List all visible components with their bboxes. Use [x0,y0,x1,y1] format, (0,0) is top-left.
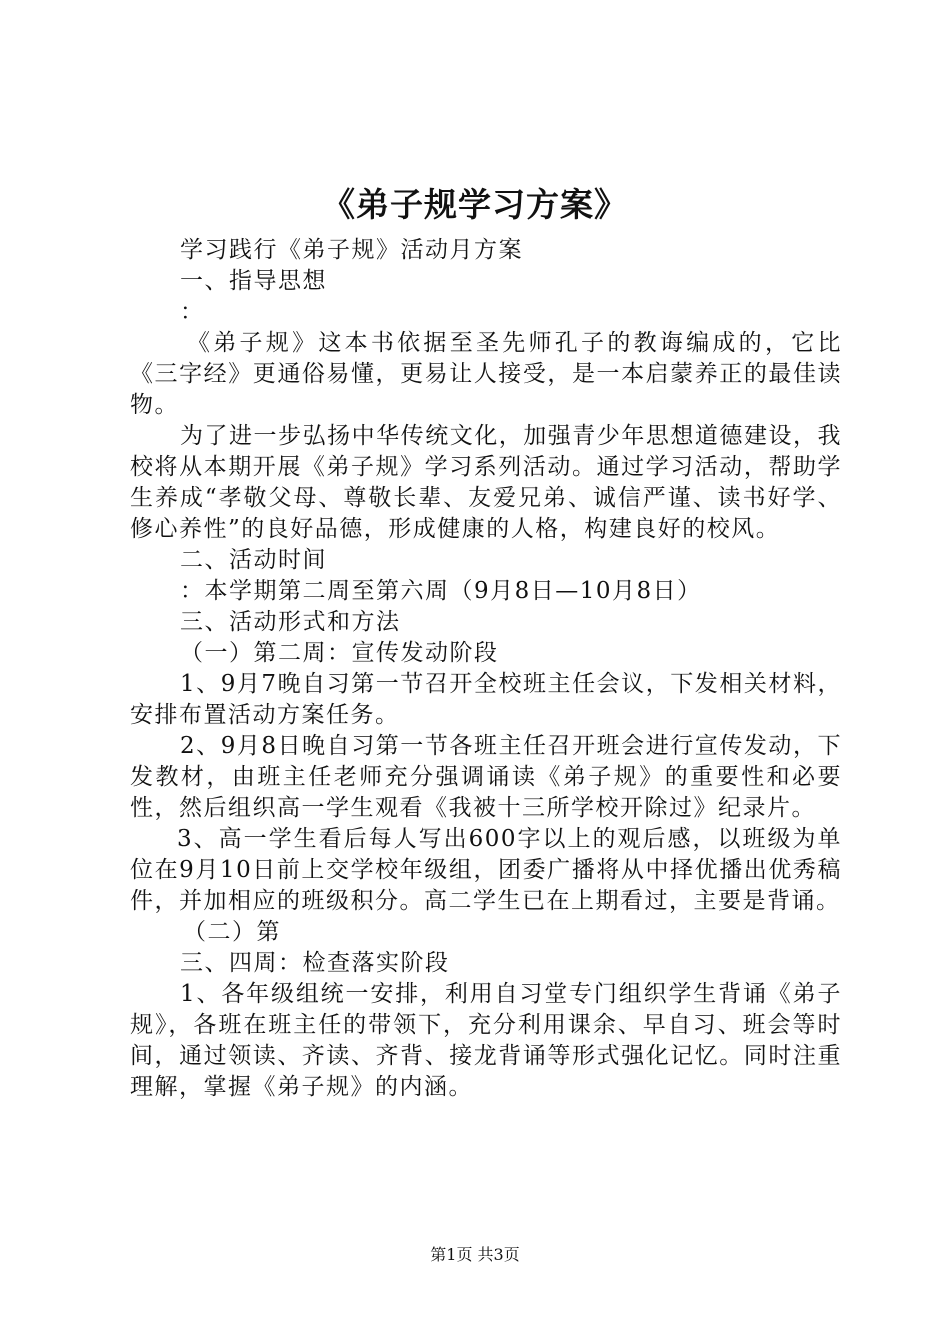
page-footer: 第1页 共3页 [430,1245,520,1264]
section-heading-guiding-ideology: 一、指导思想 [180,268,327,294]
list-item-1: 1、9月7晚自习第一节召开全校班主任会议，下发相关材料，安排布置活动方案任务。 [130,671,842,728]
list-item-3: 3、高一学生看后每人写出600字以上的观后感，以班级为单位在9月10日前上交学校年级组，团委广播将从中择优播出优秀稿件，并加相应的班级积分。高二学生已在上期看过，主要是背诵。 [130,826,842,914]
paragraph-colon: ： [180,299,205,325]
section-heading-activity-form: 三、活动形式和方法 [180,609,401,635]
paragraph-activity-time: ：本学期第二周至第六周（9月8日—10月8日） [180,578,702,604]
list-item-2: 2、9月8日晚自习第一节各班主任召开班会进行宣传发动，下发教材，由班主任老师充分强调诵读《弟子规》的重要性和必要性，然后组织高一学生观看《我被十三所学校开除过》纪录片。 [130,733,842,821]
paragraph-purpose: 为了进一步弘扬中华传统文化，加强青少年思想道德建设，我校将从本期开展《弟子规》学习系列活动。通过学习活动，帮助学生养成“孝敬父母、尊敬长辈、友爱兄弟、诚信严谨、读书好学、修心养性”的良好品德，形成健康的人格，构建良好的校风。 [130,423,842,542]
section-heading-activity-time: 二、活动时间 [180,547,327,573]
subsection-heading-weeks-three-four: 三、四周：检查落实阶段 [180,950,450,976]
paragraph-intro: 《弟子规》这本书依据至圣先师孔子的教诲编成的，它比《三字经》更通俗易懂，更易让人接受，是一本启蒙养正的最佳读物。 [130,330,842,418]
document-body [130,235,842,1103]
list-item-4: 1、各年级组统一安排，利用自习堂专门组织学生背诵《弟子规》，各班在班主任的带领下，充分利用课余、早自习、班会等时间，通过领读、齐读、齐背、接龙背诵等形式强化记忆。同时注重理解，掌握《弟子规》的内涵。 [130,981,842,1100]
document-title: 《弟子规学习方案》 [322,185,628,224]
subsection-heading-part: （二）第 [183,919,281,945]
paragraph-heading-plan: 学习践行《弟子规》活动月方案 [180,237,523,263]
subsection-heading-week-two: （一）第二周：宣传发动阶段 [180,640,499,666]
